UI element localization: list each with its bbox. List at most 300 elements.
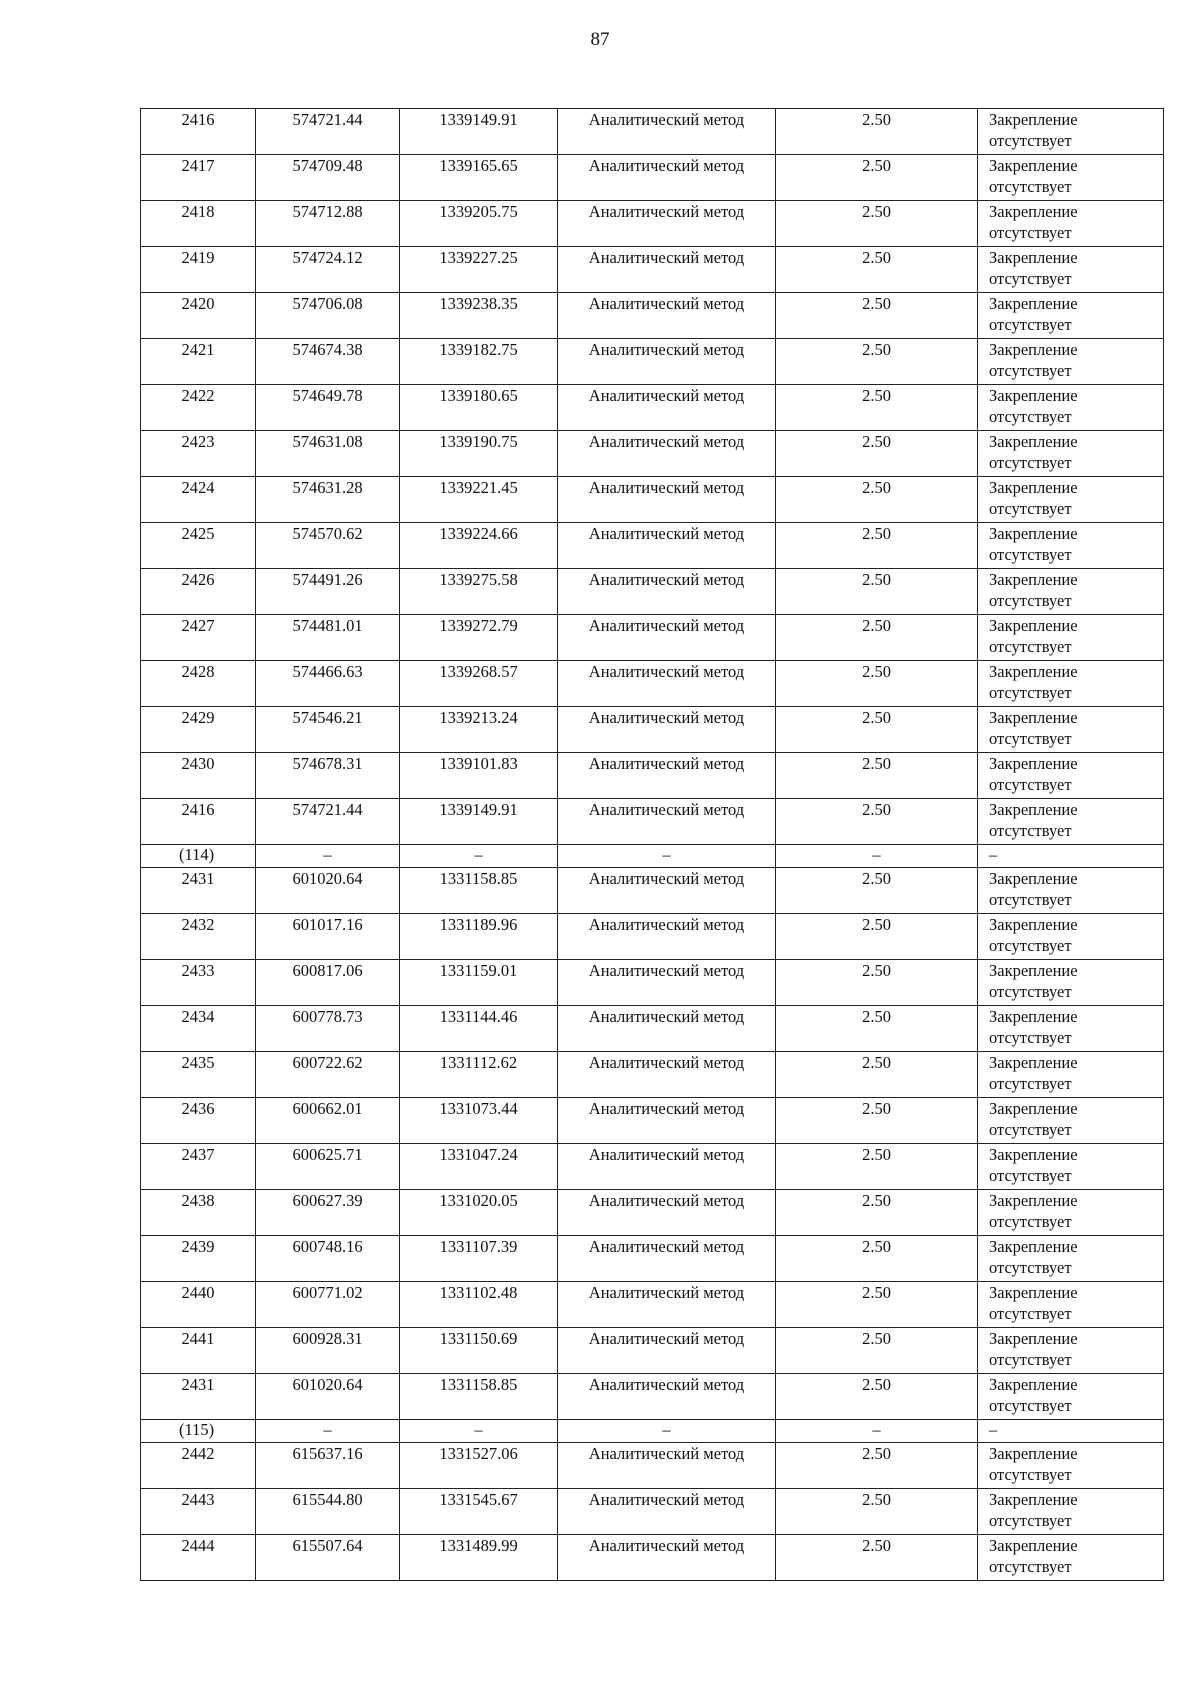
y-coordinate-cell bbox=[400, 753, 558, 799]
method-cell bbox=[558, 339, 776, 385]
point-id-cell bbox=[141, 155, 256, 201]
point-id-cell bbox=[141, 1144, 256, 1190]
method-cell bbox=[558, 615, 776, 661]
method-cell bbox=[558, 477, 776, 523]
point-id-text: 2441 bbox=[181, 1329, 215, 1348]
fixing-line: отсутствует bbox=[989, 1166, 1072, 1185]
point-id-cell bbox=[141, 1443, 256, 1489]
point-id-text: 2439 bbox=[181, 1237, 215, 1256]
method-text: Аналитический метод bbox=[588, 1099, 745, 1118]
point-id-cell bbox=[141, 1535, 256, 1581]
y-coordinate-cell bbox=[400, 1374, 558, 1420]
point-id-text: 2423 bbox=[181, 432, 215, 451]
x-coordinate-text: 574546.21 bbox=[292, 708, 363, 727]
fixing-line: отсутствует bbox=[989, 269, 1072, 288]
method-cell bbox=[558, 1443, 776, 1489]
point-id-cell bbox=[141, 661, 256, 707]
fixing-cell bbox=[978, 569, 1164, 615]
accuracy-cell bbox=[776, 1374, 978, 1420]
fixing-line: отсутствует bbox=[989, 1212, 1072, 1231]
fixing-line: отсутствует bbox=[989, 315, 1072, 334]
method-text: Аналитический метод bbox=[588, 1329, 745, 1348]
y-coordinate-cell bbox=[400, 431, 558, 477]
y-coordinate-text: 1339275.58 bbox=[439, 570, 518, 589]
method-text: Аналитический метод bbox=[588, 248, 745, 267]
accuracy-cell bbox=[776, 109, 978, 155]
accuracy-cell bbox=[776, 1282, 978, 1328]
fixing-cell bbox=[978, 1006, 1164, 1052]
accuracy-cell bbox=[776, 753, 978, 799]
fixing-cell bbox=[978, 385, 1164, 431]
y-coordinate-text: 1339213.24 bbox=[439, 708, 518, 727]
accuracy-cell bbox=[776, 868, 978, 914]
method-text: Аналитический метод bbox=[588, 915, 745, 934]
fixing-line: отсутствует bbox=[989, 637, 1072, 656]
method-cell bbox=[558, 1489, 776, 1535]
fixing-line: Закрепление bbox=[989, 386, 1078, 405]
y-coordinate-cell bbox=[400, 960, 558, 1006]
point-id-text: 2442 bbox=[181, 1444, 215, 1463]
y-coordinate-text: 1331527.06 bbox=[439, 1444, 518, 1463]
y-coordinate-cell bbox=[400, 1443, 558, 1489]
x-coordinate-cell bbox=[256, 1535, 400, 1581]
table-row bbox=[141, 109, 1164, 155]
method-text: Аналитический метод bbox=[588, 478, 745, 497]
point-id-text: (114) bbox=[179, 845, 215, 864]
y-coordinate-cell bbox=[400, 477, 558, 523]
point-id-cell bbox=[141, 1328, 256, 1374]
point-id-text: 2424 bbox=[181, 478, 215, 497]
table-row bbox=[141, 1190, 1164, 1236]
y-coordinate-cell bbox=[400, 201, 558, 247]
fixing-line: Закрепление bbox=[989, 800, 1078, 819]
accuracy-text: 2.50 bbox=[862, 1053, 891, 1072]
accuracy-cell bbox=[776, 845, 978, 868]
fixing-line: отсутствует bbox=[989, 1028, 1072, 1047]
x-coordinate-cell bbox=[256, 1489, 400, 1535]
method-text: Аналитический метод bbox=[588, 1007, 745, 1026]
point-id-cell bbox=[141, 845, 256, 868]
fixing-cell bbox=[978, 477, 1164, 523]
y-coordinate-cell bbox=[400, 1236, 558, 1282]
method-cell bbox=[558, 707, 776, 753]
x-coordinate-text: 615637.16 bbox=[292, 1444, 363, 1463]
y-coordinate-text: – bbox=[474, 845, 483, 864]
method-text: Аналитический метод bbox=[588, 524, 745, 543]
point-id-cell bbox=[141, 1420, 256, 1443]
x-coordinate-cell bbox=[256, 155, 400, 201]
accuracy-text: 2.50 bbox=[862, 340, 891, 359]
fixing-line: отсутствует bbox=[989, 545, 1072, 564]
point-id-cell bbox=[141, 1374, 256, 1420]
y-coordinate-cell bbox=[400, 1052, 558, 1098]
fixing-cell bbox=[978, 1374, 1164, 1420]
table-row bbox=[141, 661, 1164, 707]
table-row bbox=[141, 431, 1164, 477]
x-coordinate-text: 574481.01 bbox=[292, 616, 363, 635]
fixing-line: отсутствует bbox=[989, 683, 1072, 702]
x-coordinate-cell bbox=[256, 1282, 400, 1328]
fixing-line: Закрепление bbox=[989, 294, 1078, 313]
fixing-cell bbox=[978, 661, 1164, 707]
table-row bbox=[141, 615, 1164, 661]
accuracy-cell bbox=[776, 615, 978, 661]
fixing-cell bbox=[978, 1535, 1164, 1581]
fixing-line: Закрепление bbox=[989, 1490, 1078, 1509]
y-coordinate-cell bbox=[400, 615, 558, 661]
method-cell bbox=[558, 1006, 776, 1052]
x-coordinate-text: 574721.44 bbox=[292, 110, 363, 129]
point-id-cell bbox=[141, 1052, 256, 1098]
method-text: Аналитический метод bbox=[588, 616, 745, 635]
table-row bbox=[141, 1328, 1164, 1374]
point-id-text: 2420 bbox=[181, 294, 215, 313]
fixing-cell bbox=[978, 753, 1164, 799]
method-text: – bbox=[662, 845, 671, 864]
y-coordinate-text: 1339238.35 bbox=[439, 294, 518, 313]
point-id-cell bbox=[141, 799, 256, 845]
accuracy-cell bbox=[776, 155, 978, 201]
point-id-text: 2418 bbox=[181, 202, 215, 221]
fixing-line: Закрепление bbox=[989, 110, 1078, 129]
x-coordinate-text: 600627.39 bbox=[292, 1191, 363, 1210]
method-cell bbox=[558, 799, 776, 845]
point-id-text: 2426 bbox=[181, 570, 215, 589]
point-id-text: 2417 bbox=[181, 156, 215, 175]
accuracy-text: 2.50 bbox=[862, 869, 891, 888]
point-id-text: 2444 bbox=[181, 1536, 215, 1555]
x-coordinate-text: – bbox=[323, 845, 332, 864]
x-coordinate-cell bbox=[256, 523, 400, 569]
x-coordinate-cell bbox=[256, 868, 400, 914]
fixing-cell bbox=[978, 109, 1164, 155]
fixing-line: Закрепление bbox=[989, 248, 1078, 267]
y-coordinate-cell bbox=[400, 1006, 558, 1052]
y-coordinate-cell bbox=[400, 1420, 558, 1443]
accuracy-text: 2.50 bbox=[862, 1329, 891, 1348]
accuracy-cell bbox=[776, 477, 978, 523]
fixing-line: Закрепление bbox=[989, 478, 1078, 497]
y-coordinate-text: 1331150.69 bbox=[439, 1329, 518, 1348]
x-coordinate-cell bbox=[256, 385, 400, 431]
point-id-cell bbox=[141, 1236, 256, 1282]
method-text: Аналитический метод bbox=[588, 110, 745, 129]
accuracy-text: 2.50 bbox=[862, 478, 891, 497]
accuracy-cell bbox=[776, 431, 978, 477]
fixing-cell bbox=[978, 707, 1164, 753]
fixing-line: отсутствует bbox=[989, 1258, 1072, 1277]
method-text: Аналитический метод bbox=[588, 1237, 745, 1256]
fixing-line: Закрепление bbox=[989, 915, 1078, 934]
accuracy-text: 2.50 bbox=[862, 708, 891, 727]
fixing-line: отсутствует bbox=[989, 1350, 1072, 1369]
point-id-cell bbox=[141, 1098, 256, 1144]
y-coordinate-text: 1331144.46 bbox=[439, 1007, 518, 1026]
point-id-text: 2425 bbox=[181, 524, 215, 543]
x-coordinate-text: 574678.31 bbox=[292, 754, 363, 773]
y-coordinate-cell bbox=[400, 1190, 558, 1236]
y-coordinate-text: 1339180.65 bbox=[439, 386, 518, 405]
y-coordinate-text: 1339149.91 bbox=[439, 110, 518, 129]
accuracy-cell bbox=[776, 1098, 978, 1144]
method-cell bbox=[558, 868, 776, 914]
fixing-line: – bbox=[989, 845, 998, 864]
y-coordinate-text: 1331112.62 bbox=[439, 1053, 518, 1072]
accuracy-cell bbox=[776, 707, 978, 753]
fixing-cell bbox=[978, 960, 1164, 1006]
y-coordinate-text: 1331102.48 bbox=[439, 1283, 518, 1302]
point-id-cell bbox=[141, 1282, 256, 1328]
point-id-text: 2443 bbox=[181, 1490, 215, 1509]
table-row bbox=[141, 339, 1164, 385]
method-text: Аналитический метод bbox=[588, 1490, 745, 1509]
x-coordinate-text: 574491.26 bbox=[292, 570, 363, 589]
method-cell bbox=[558, 1374, 776, 1420]
fixing-line: Закрепление bbox=[989, 1536, 1078, 1555]
accuracy-text: 2.50 bbox=[862, 1283, 891, 1302]
fixing-line: Закрепление bbox=[989, 432, 1078, 451]
fixing-line: отсутствует bbox=[989, 499, 1072, 518]
x-coordinate-text: 574631.28 bbox=[292, 478, 363, 497]
table-body bbox=[141, 109, 1164, 1581]
fixing-cell bbox=[978, 1098, 1164, 1144]
fixing-line: отсутствует bbox=[989, 982, 1072, 1001]
accuracy-cell bbox=[776, 1420, 978, 1443]
method-text: Аналитический метод bbox=[588, 202, 745, 221]
x-coordinate-text: 574466.63 bbox=[292, 662, 363, 681]
x-coordinate-text: 600778.73 bbox=[292, 1007, 363, 1026]
y-coordinate-cell bbox=[400, 339, 558, 385]
accuracy-text: 2.50 bbox=[862, 616, 891, 635]
method-text: Аналитический метод bbox=[588, 1145, 745, 1164]
table-row bbox=[141, 914, 1164, 960]
point-id-cell bbox=[141, 477, 256, 523]
method-text: Аналитический метод bbox=[588, 708, 745, 727]
table-row bbox=[141, 1098, 1164, 1144]
method-text: Аналитический метод bbox=[588, 1191, 745, 1210]
point-id-cell bbox=[141, 753, 256, 799]
x-coordinate-cell bbox=[256, 1420, 400, 1443]
fixing-line: Закрепление bbox=[989, 202, 1078, 221]
x-coordinate-cell bbox=[256, 1328, 400, 1374]
fixing-line: отсутствует bbox=[989, 936, 1072, 955]
accuracy-text: 2.50 bbox=[862, 961, 891, 980]
accuracy-cell bbox=[776, 661, 978, 707]
method-text: Аналитический метод bbox=[588, 294, 745, 313]
y-coordinate-text: 1339221.45 bbox=[439, 478, 518, 497]
table-row bbox=[141, 385, 1164, 431]
x-coordinate-text: 600625.71 bbox=[292, 1145, 363, 1164]
accuracy-text: 2.50 bbox=[862, 1007, 891, 1026]
accuracy-text: – bbox=[872, 845, 881, 864]
point-id-text: 2416 bbox=[181, 800, 215, 819]
fixing-cell bbox=[978, 1489, 1164, 1535]
y-coordinate-text: 1339101.83 bbox=[439, 754, 518, 773]
accuracy-text: 2.50 bbox=[862, 1191, 891, 1210]
fixing-line: Закрепление bbox=[989, 754, 1078, 773]
y-coordinate-cell bbox=[400, 661, 558, 707]
x-coordinate-text: 574712.88 bbox=[292, 202, 363, 221]
fixing-line: отсутствует bbox=[989, 361, 1072, 380]
fixing-line: отсутствует bbox=[989, 890, 1072, 909]
y-coordinate-text: 1331489.99 bbox=[439, 1536, 518, 1555]
fixing-cell bbox=[978, 201, 1164, 247]
fixing-cell bbox=[978, 339, 1164, 385]
accuracy-cell bbox=[776, 1489, 978, 1535]
table-row bbox=[141, 1535, 1164, 1581]
x-coordinate-text: 574706.08 bbox=[292, 294, 363, 313]
accuracy-cell bbox=[776, 247, 978, 293]
method-cell bbox=[558, 960, 776, 1006]
fixing-line: отсутствует bbox=[989, 1396, 1072, 1415]
x-coordinate-text: 574674.38 bbox=[292, 340, 363, 359]
point-id-text: 2428 bbox=[181, 662, 215, 681]
point-id-cell bbox=[141, 615, 256, 661]
method-cell bbox=[558, 1328, 776, 1374]
accuracy-cell bbox=[776, 385, 978, 431]
point-id-text: 2421 bbox=[181, 340, 215, 359]
y-coordinate-text: 1339149.91 bbox=[439, 800, 518, 819]
y-coordinate-cell bbox=[400, 1144, 558, 1190]
accuracy-text: 2.50 bbox=[862, 570, 891, 589]
y-coordinate-text: 1331158.85 bbox=[439, 869, 518, 888]
y-coordinate-cell bbox=[400, 293, 558, 339]
accuracy-cell bbox=[776, 201, 978, 247]
point-id-cell bbox=[141, 914, 256, 960]
method-cell bbox=[558, 569, 776, 615]
point-id-text: 2419 bbox=[181, 248, 215, 267]
y-coordinate-text: 1339227.25 bbox=[439, 248, 518, 267]
x-coordinate-cell bbox=[256, 247, 400, 293]
method-cell bbox=[558, 431, 776, 477]
x-coordinate-text: 601017.16 bbox=[292, 915, 363, 934]
fixing-line: отсутствует bbox=[989, 1557, 1072, 1576]
point-id-text: 2433 bbox=[181, 961, 215, 980]
fixing-cell bbox=[978, 615, 1164, 661]
method-text: Аналитический метод bbox=[588, 1536, 745, 1555]
method-text: Аналитический метод bbox=[588, 662, 745, 681]
fixing-cell bbox=[978, 914, 1164, 960]
fixing-line: Закрепление bbox=[989, 156, 1078, 175]
x-coordinate-cell bbox=[256, 1144, 400, 1190]
accuracy-text: 2.50 bbox=[862, 1145, 891, 1164]
x-coordinate-text: 615544.80 bbox=[292, 1490, 363, 1509]
table-row bbox=[141, 1443, 1164, 1489]
table-row bbox=[141, 201, 1164, 247]
fixing-line: Закрепление bbox=[989, 1375, 1078, 1394]
point-id-cell bbox=[141, 1190, 256, 1236]
method-cell bbox=[558, 661, 776, 707]
point-id-cell bbox=[141, 201, 256, 247]
y-coordinate-text: 1331158.85 bbox=[439, 1375, 518, 1394]
table-row bbox=[141, 1236, 1164, 1282]
x-coordinate-cell bbox=[256, 1190, 400, 1236]
method-text: Аналитический метод bbox=[588, 1283, 745, 1302]
fixing-cell bbox=[978, 1328, 1164, 1374]
accuracy-cell bbox=[776, 960, 978, 1006]
method-cell bbox=[558, 247, 776, 293]
fixing-line: отсутствует bbox=[989, 177, 1072, 196]
method-cell bbox=[558, 293, 776, 339]
x-coordinate-cell bbox=[256, 753, 400, 799]
x-coordinate-text: 574570.62 bbox=[292, 524, 363, 543]
fixing-line: отсутствует bbox=[989, 1465, 1072, 1484]
accuracy-text: 2.50 bbox=[862, 110, 891, 129]
fixing-cell bbox=[978, 1282, 1164, 1328]
accuracy-cell bbox=[776, 339, 978, 385]
table-row bbox=[141, 960, 1164, 1006]
fixing-line: отсутствует bbox=[989, 1304, 1072, 1323]
fixing-cell bbox=[978, 1420, 1164, 1443]
point-id-cell bbox=[141, 339, 256, 385]
accuracy-cell bbox=[776, 1443, 978, 1489]
point-id-text: 2431 bbox=[181, 1375, 215, 1394]
table-row bbox=[141, 1282, 1164, 1328]
point-id-cell bbox=[141, 247, 256, 293]
method-text: Аналитический метод bbox=[588, 340, 745, 359]
fixing-line: отсутствует bbox=[989, 1074, 1072, 1093]
method-cell bbox=[558, 914, 776, 960]
x-coordinate-cell bbox=[256, 1374, 400, 1420]
method-text: Аналитический метод bbox=[588, 754, 745, 773]
fixing-line: отсутствует bbox=[989, 729, 1072, 748]
y-coordinate-text: 1331107.39 bbox=[439, 1237, 518, 1256]
accuracy-cell bbox=[776, 1236, 978, 1282]
method-text: Аналитический метод bbox=[588, 432, 745, 451]
fixing-line: Закрепление bbox=[989, 340, 1078, 359]
point-id-cell bbox=[141, 707, 256, 753]
fixing-line: Закрепление bbox=[989, 570, 1078, 589]
point-id-text: 2431 bbox=[181, 869, 215, 888]
x-coordinate-cell bbox=[256, 1052, 400, 1098]
table-row bbox=[141, 1489, 1164, 1535]
table-row bbox=[141, 799, 1164, 845]
x-coordinate-text: 574631.08 bbox=[292, 432, 363, 451]
fixing-line: отсутствует bbox=[989, 131, 1072, 150]
accuracy-cell bbox=[776, 1052, 978, 1098]
accuracy-cell bbox=[776, 1328, 978, 1374]
y-coordinate-text: 1339224.66 bbox=[439, 524, 518, 543]
fixing-line: Закрепление bbox=[989, 708, 1078, 727]
y-coordinate-text: 1339272.79 bbox=[439, 616, 518, 635]
fixing-cell bbox=[978, 1443, 1164, 1489]
method-cell bbox=[558, 201, 776, 247]
point-id-text: 2440 bbox=[181, 1283, 215, 1302]
x-coordinate-cell bbox=[256, 477, 400, 523]
point-id-cell bbox=[141, 385, 256, 431]
method-text: Аналитический метод bbox=[588, 156, 745, 175]
x-coordinate-text: 600771.02 bbox=[292, 1283, 363, 1302]
point-id-cell bbox=[141, 569, 256, 615]
accuracy-text: 2.50 bbox=[862, 1536, 891, 1555]
fixing-cell bbox=[978, 1144, 1164, 1190]
accuracy-text: 2.50 bbox=[862, 432, 891, 451]
y-coordinate-text: 1331073.44 bbox=[439, 1099, 518, 1118]
y-coordinate-cell bbox=[400, 1282, 558, 1328]
point-id-text: 2422 bbox=[181, 386, 215, 405]
accuracy-cell bbox=[776, 1190, 978, 1236]
point-id-cell bbox=[141, 109, 256, 155]
fixing-cell bbox=[978, 431, 1164, 477]
fixing-cell bbox=[978, 868, 1164, 914]
coordinates-table bbox=[140, 108, 1164, 1581]
fixing-cell bbox=[978, 247, 1164, 293]
x-coordinate-text: 600722.62 bbox=[292, 1053, 363, 1072]
point-id-text: 2430 bbox=[181, 754, 215, 773]
y-coordinate-text: 1339165.65 bbox=[439, 156, 518, 175]
accuracy-text: 2.50 bbox=[862, 754, 891, 773]
x-coordinate-text: 600662.01 bbox=[292, 1099, 363, 1118]
